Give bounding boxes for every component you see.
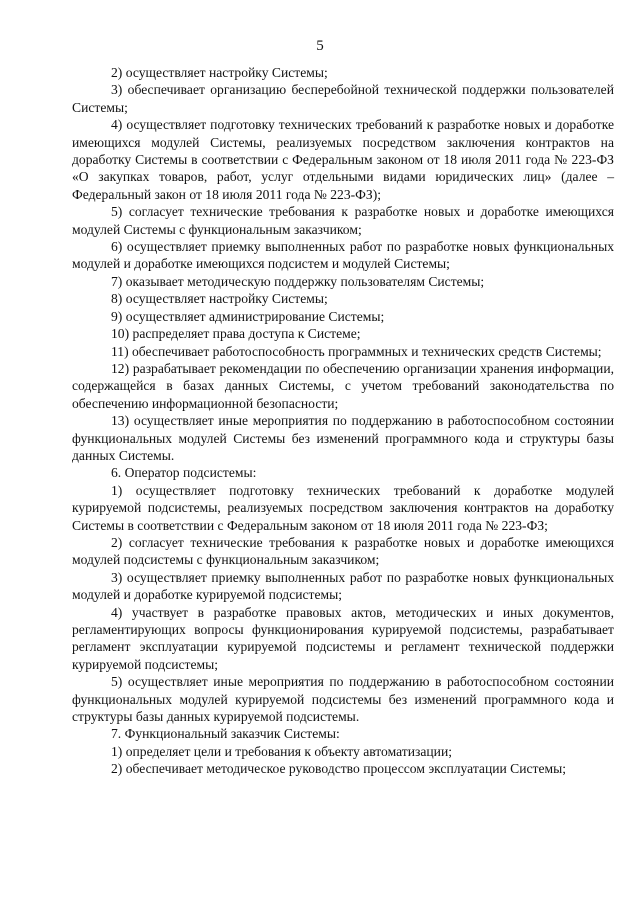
- list-item: 13) осуществляет иные мероприятия по поддержанию в работоспособном состоянии функциональных модулей Системы без изменений программного кода и структуры базы данных Системы.: [72, 413, 614, 463]
- list-item: 10) распределяет права доступа к Системе;: [111, 326, 361, 342]
- list-item: 4) участвует в разработке правовых актов, методических и иных документов, регламентирующих вопросы функционирования курируемой подсистемы, разрабатывает регламент эксплуатации курируемой подсистемы и регламент технической поддержки курируемой подсистемы;: [72, 604, 614, 672]
- list-item: 11) обеспечивает работоспособность программных и технических средств Системы;: [111, 343, 602, 359]
- document-body: [72, 64, 614, 778]
- list-item: 1) осуществляет подготовку технических требований к доработке модулей курируемой подсистемы, реализуемых посредством заключения контрактов на доработку Системы в соответствии с Федеральным законом от 18 июля 2011 года № 223-ФЗ;: [72, 482, 614, 533]
- list-item: 1) определяет цели и требования к объекту автоматизации;: [111, 743, 453, 759]
- list-item: 2) согласует технические требования к разработке новых и доработке имеющихся модулей подсистемы с функциональным заказчиком;: [72, 534, 614, 568]
- section-heading: 6. Оператор подсистемы:: [111, 465, 257, 481]
- list-item: 3) осуществляет приемку выполненных работ по разработке новых функциональных модулей и доработке курируемой подсистемы;: [72, 569, 614, 603]
- list-item: 8) осуществляет настройку Системы;: [111, 291, 328, 307]
- list-item: 4) осуществляет подготовку технических требований к разработке новых и доработке имеющихся модулей Системы, реализуемых посредством заключения контрактов на доработку Системы в соответствии с Федеральным законом от 18 июля 2011 года № 223-ФЗ «О закупках товаров, работ, услуг отдельными видами юридических лиц» (далее – Федеральный закон от 18 июля 2011 года № 223-ФЗ);: [72, 117, 614, 202]
- list-item: 5) согласует технические требования к разработке новых и доработке имеющихся модулей Системы с функциональным заказчиком;: [72, 204, 614, 237]
- list-item: 2) осуществляет настройку Системы;: [111, 65, 328, 80]
- page-number: 5: [316, 38, 324, 54]
- list-item: 7) оказывает методическую поддержку пользователям Системы;: [111, 273, 485, 289]
- section-heading: 7. Функциональный заказчик Системы:: [111, 726, 340, 742]
- list-item: 5) осуществляет иные мероприятия по поддержанию в работоспособном состоянии функциональных модулей курируемой подсистемы без изменений программного кода и структуры базы данных курируемой подсистемы.: [72, 674, 614, 725]
- list-item: 6) осуществляет приемку выполненных работ по разработке новых функциональных модулей и доработке имеющихся подсистем и модулей Системы;: [72, 239, 614, 272]
- list-item: 3) обеспечивает организацию бесперебойной технической поддержки пользователей Системы;: [72, 82, 614, 115]
- list-item: 12) разрабатывает рекомендации по обеспечению организации хранения информации, содержащейся в базах данных Системы, с учетом требований законодательства по обеспечению информационной безопасности;: [72, 360, 614, 411]
- list-item: 2) обеспечивает методическое руководство процессом эксплуатации Системы;: [111, 761, 567, 777]
- list-item: 9) осуществляет администрирование Системы;: [111, 308, 385, 324]
